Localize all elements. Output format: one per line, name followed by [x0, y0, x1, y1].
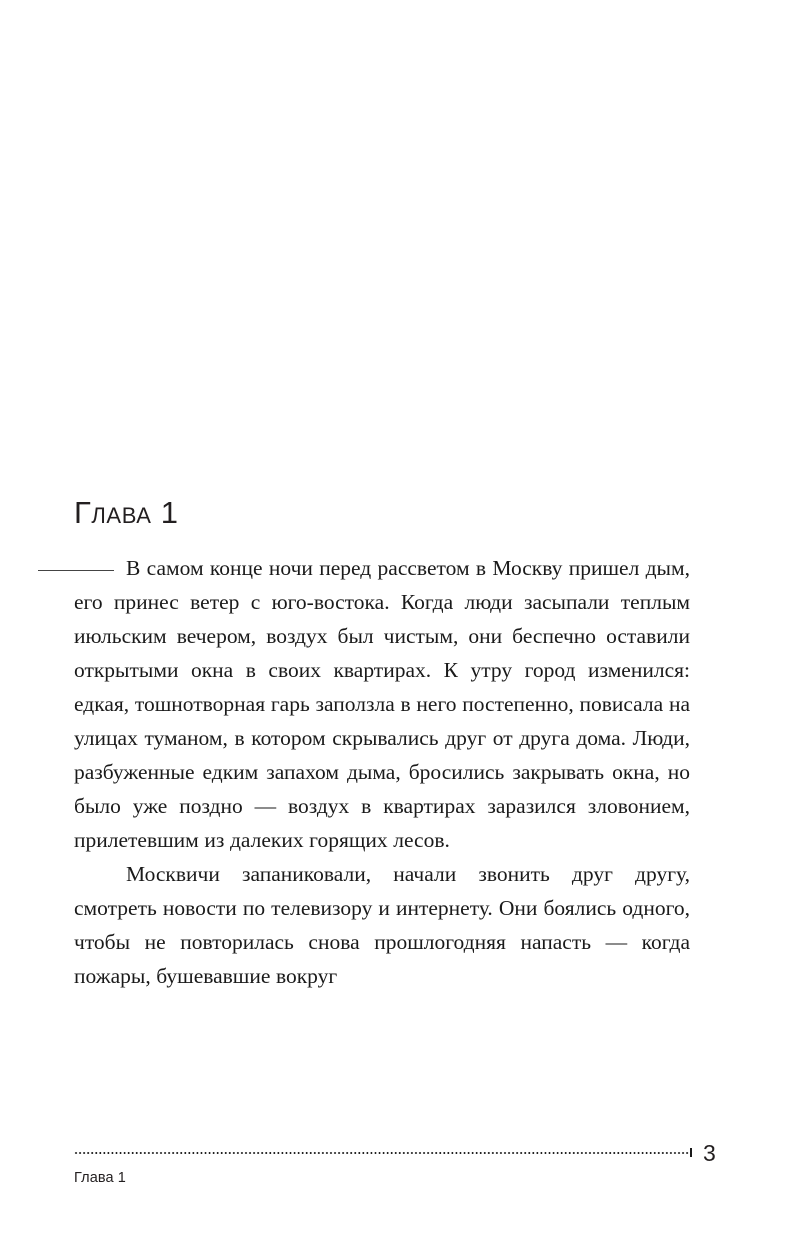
- body-paragraph-text: В самом конце ночи перед рассветом в Москву пришел дым, его принес ветер с юго-востока. Когда люди засыпали теплым июльским вечером, воздух был чистым, они беспечно оставили открытыми окна в своих квартирах. К утру город изменился: едкая, тошнотворная гарь заползла в него постепенно, повисала на улицах туманом, в котором скрывались друг от друга дома. Люди, разбуженные едким запахом дыма, бросились закрывать окна, но было уже поздно — воздух в квартирах заразился зловонием, прилетевшим из далеких горящих лесов.: [74, 556, 690, 852]
- body-paragraph-text: Москвичи запаниковали, начали звонить друг другу, смотреть новости по телевизору и интернету. Они боялись одного, чтобы не повторилась снова прошлогодняя напасть — когда пожары, бушевавшие вокруг: [74, 862, 690, 988]
- footer-rule-end-tick: [690, 1148, 692, 1157]
- body-text-block: [74, 551, 690, 993]
- page-footer: [0, 1140, 787, 1210]
- footer-dots: [74, 1152, 689, 1154]
- page-number: 3: [703, 1140, 716, 1166]
- chapter-heading: Глава 1: [74, 494, 179, 530]
- running-head: Глава 1: [74, 1170, 126, 1186]
- body-paragraph: [74, 551, 690, 857]
- body-paragraph: [74, 857, 690, 993]
- first-paragraph-rule: [38, 570, 114, 571]
- footer-dotted-rule: [74, 1151, 692, 1154]
